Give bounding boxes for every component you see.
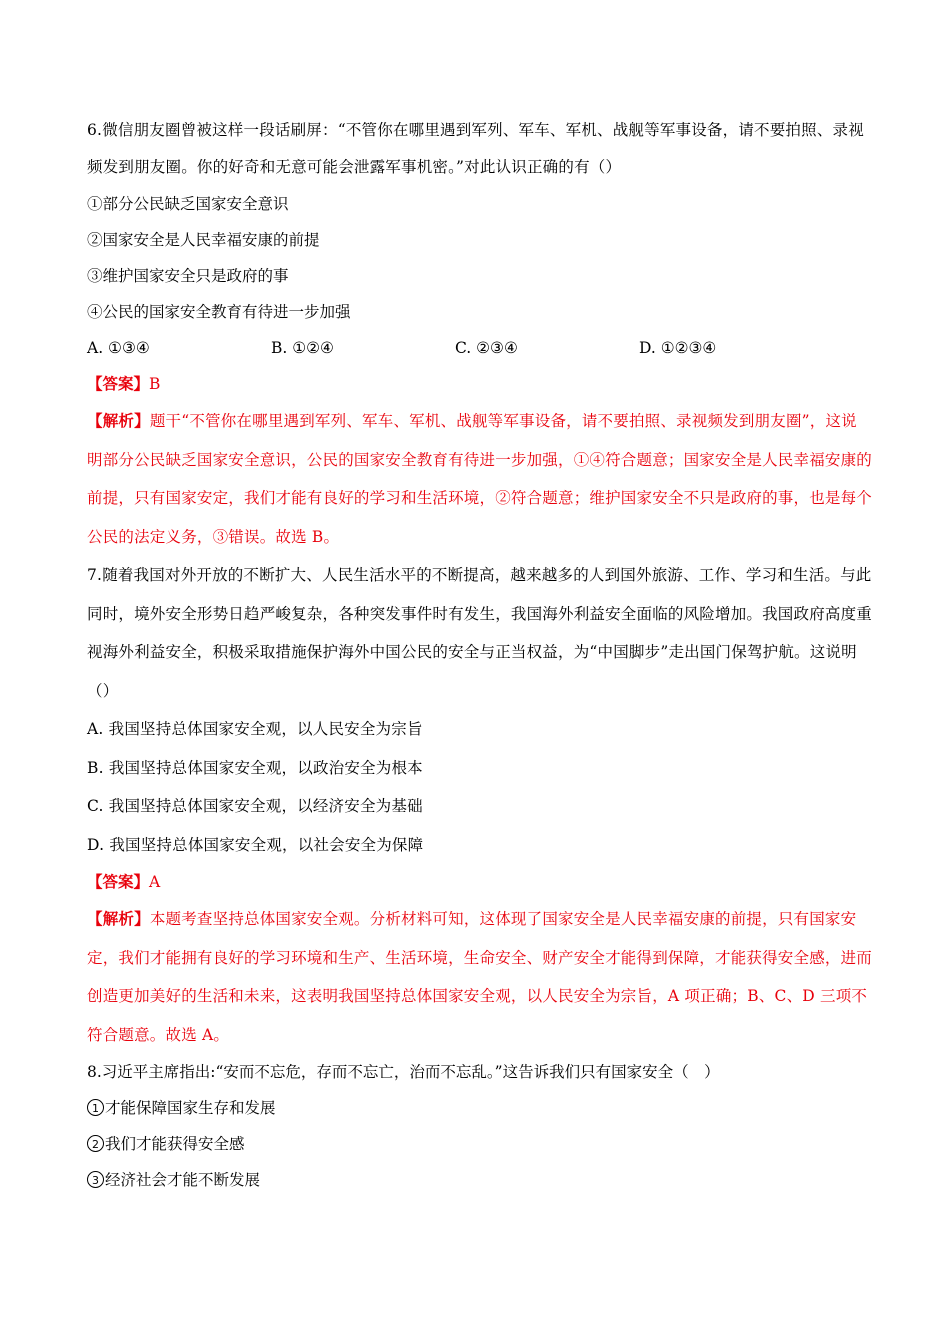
q6-answer <box>87 366 872 402</box>
q6-item-1: ①部分公民缺乏国家安全意识 <box>87 195 289 213</box>
circled-number-2: 2 <box>87 1135 104 1152</box>
q6-analysis-text: 题干“不管你在哪里遇到军列、军车、军机、战舰等军事设备，请不要拍照、录视频发到朋友圈”，这说明部分公民缺乏国家安全意识，公民的国家安全教育有待进一步加强，①④符合题意；国家安全是人民幸福安康的前提，只有国家安定，我们才能有良好的学习和生活环境，②符合题意；维护国家安全不只是政府的事，也是每个公民的法定义务，③错误。故选 B。 <box>87 412 873 546</box>
q7-option-d: D. 我国坚持总体国家安全观，以社会安全为保障 <box>87 835 424 854</box>
q7-stem: 7.随着我国对外开放的不断扩大、人民生活水平的不断提高，越来越多的人到国外旅游、工作、学习和生活。与此同时，境外安全形势日趋严峻复杂，各种突发事件时有发生，我国海外利益安全面临的风险增加。我国政府高度重视海外利益安全，积极采取措施保护海外中国公民的安全与正当权益，为“中国脚步”走出国门保驾护航。这说明（） <box>87 566 873 700</box>
q8-item-3-text: 经济社会才能不断发展 <box>105 1171 261 1189</box>
q6-stem: 6.微信朋友圈曾被这样一段话刷屏：“不管你在哪里遇到军列、军车、军机、战舰等军事设备，请不要拍照、录视频发到朋友圈。你的好奇和无意可能会泄露军事机密。”对此认识正确的有（） <box>87 121 864 176</box>
circled-number-1: 1 <box>87 1099 104 1116</box>
q7-option-c: C. 我国坚持总体国家安全观，以经济安全为基础 <box>87 797 423 815</box>
q6-item-3: ③维护国家安全只是政府的事 <box>87 267 289 285</box>
q8-item-3 <box>87 1162 872 1198</box>
q6-option-b: B. ①②④ <box>271 339 334 357</box>
q7-analysis-label: 【解析】 <box>87 909 150 928</box>
q6-item-2: ②国家安全是人民幸福安康的前提 <box>87 231 320 249</box>
q6-answer-label: 【答案】 <box>87 374 150 393</box>
q7-analysis-text: 本题考查坚持总体国家安全观。分析材料可知，这体现了国家安全是人民幸福安康的前提，只有国家安定，我们才能拥有良好的学习环境和生产、生活环境，生命安全、财产安全才能得到保障，才能获得安全感，进而创造更加美好的生活和未来，这表明我国坚持总体国家安全观，以人民安全为宗旨，A 项正确；B、C、D 三项不符合题意。故选 A。 <box>87 910 873 1044</box>
q6-item-4: ④公民的国家安全教育有待进一步加强 <box>87 303 351 321</box>
q8-item-2 <box>87 1126 872 1162</box>
q7-option-b: B. 我国坚持总体国家安全观，以政治安全为根本 <box>87 758 423 777</box>
q6-analysis-label: 【解析】 <box>87 411 150 430</box>
q6-analysis <box>87 402 872 556</box>
q6-answer-value: B <box>149 375 161 393</box>
q7-analysis <box>87 900 872 1054</box>
q7-answer-value: A <box>149 873 161 891</box>
q6-option-d: D. ①②③④ <box>639 339 717 357</box>
q6-option-a: A. ①③④ <box>87 339 150 357</box>
q7-option-a: A. 我国坚持总体国家安全观，以人民安全为宗旨 <box>87 720 423 738</box>
q6-options <box>87 330 872 366</box>
q8-item-2-text: 我们才能获得安全感 <box>105 1135 245 1153</box>
q7-answer-label: 【答案】 <box>87 872 150 891</box>
q7-answer <box>87 864 872 900</box>
circled-number-3: 3 <box>87 1171 104 1188</box>
q6-option-c: C. ②③④ <box>455 339 518 357</box>
q8-item-1-text: 才能保障国家生存和发展 <box>105 1099 276 1117</box>
q8-stem: 8.习近平主席指出:“安而不忘危，存而不忘亡，治而不忘乱。”这告诉我们只有国家安全（ ） <box>87 1063 720 1081</box>
page-content <box>87 112 872 1198</box>
q8-item-1 <box>87 1090 872 1126</box>
